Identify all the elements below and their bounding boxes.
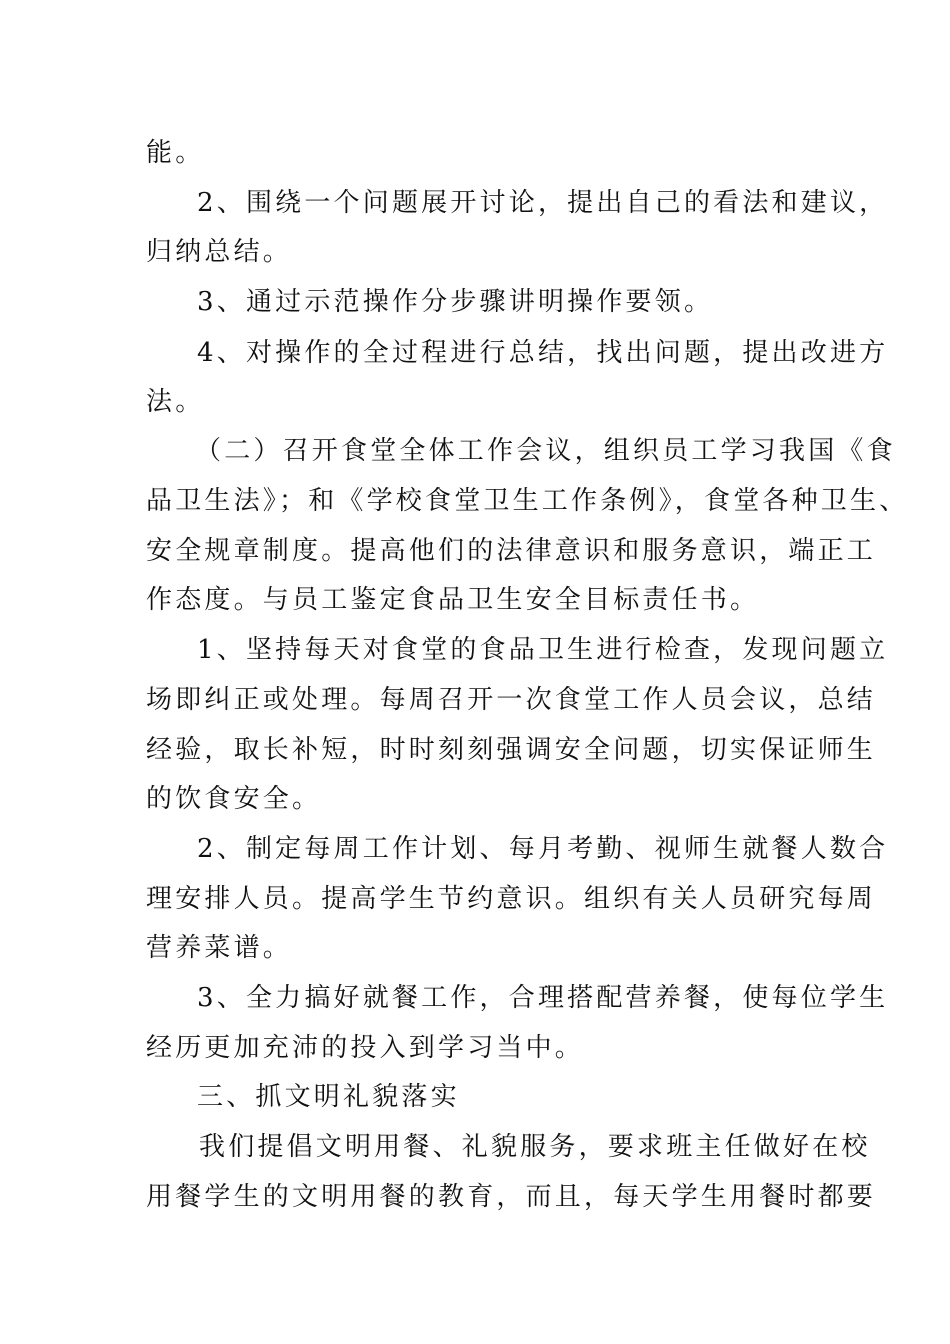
text-line: 经历更加充沛的投入到学习当中。 [146, 1033, 585, 1063]
text-line: 4、对操作的全过程进行总结，找出问题，提出改进方 [197, 338, 889, 368]
text-line: 品卫生法》；和《学校食堂卫生工作条例》，食堂各种卫生、 [146, 486, 909, 516]
text-line: 安全规章制度。提高他们的法律意识和服务意识，端正工 [146, 536, 877, 566]
text-line: （二）召开食堂全体工作会议，组织员工学习我国《食 [195, 436, 896, 466]
text-line: 3、全力搞好就餐工作，合理搭配营养餐，使每位学生 [197, 983, 889, 1013]
text-line: 2、制定每周工作计划、每月考勤、视师生就餐人数合 [197, 834, 889, 864]
text-line: 能。 [146, 138, 205, 168]
text-line: 用餐学生的文明用餐的教育，而且，每天学生用餐时都要 [146, 1182, 877, 1212]
text-line: 场即纠正或处理。每周召开一次食堂工作人员会议，总结 [146, 685, 877, 715]
text-line: 3、通过示范操作分步骤讲明操作要领。 [197, 287, 714, 317]
text-line: 1、坚持每天对食堂的食品卫生进行检查，发现问题立 [197, 635, 889, 665]
text-line: 我们提倡文明用餐、礼貌服务，要求班主任做好在校 [199, 1132, 871, 1162]
text-line: 法。 [146, 387, 205, 417]
text-line: 经验，取长补短，时时刻刻强调安全问题，切实保证师生 [146, 735, 877, 765]
section-heading: 三、抓文明礼貌落实 [197, 1082, 460, 1112]
text-line: 营养菜谱。 [146, 933, 293, 963]
text-line: 的饮食安全。 [146, 784, 322, 814]
text-line: 2、围绕一个问题展开讨论，提出自己的看法和建议， [197, 188, 889, 218]
text-line: 归纳总结。 [146, 237, 293, 267]
text-line: 理安排人员。提高学生节约意识。组织有关人员研究每周 [146, 884, 877, 914]
text-line: 作态度。与员工鉴定食品卫生安全目标责任书。 [146, 585, 760, 615]
